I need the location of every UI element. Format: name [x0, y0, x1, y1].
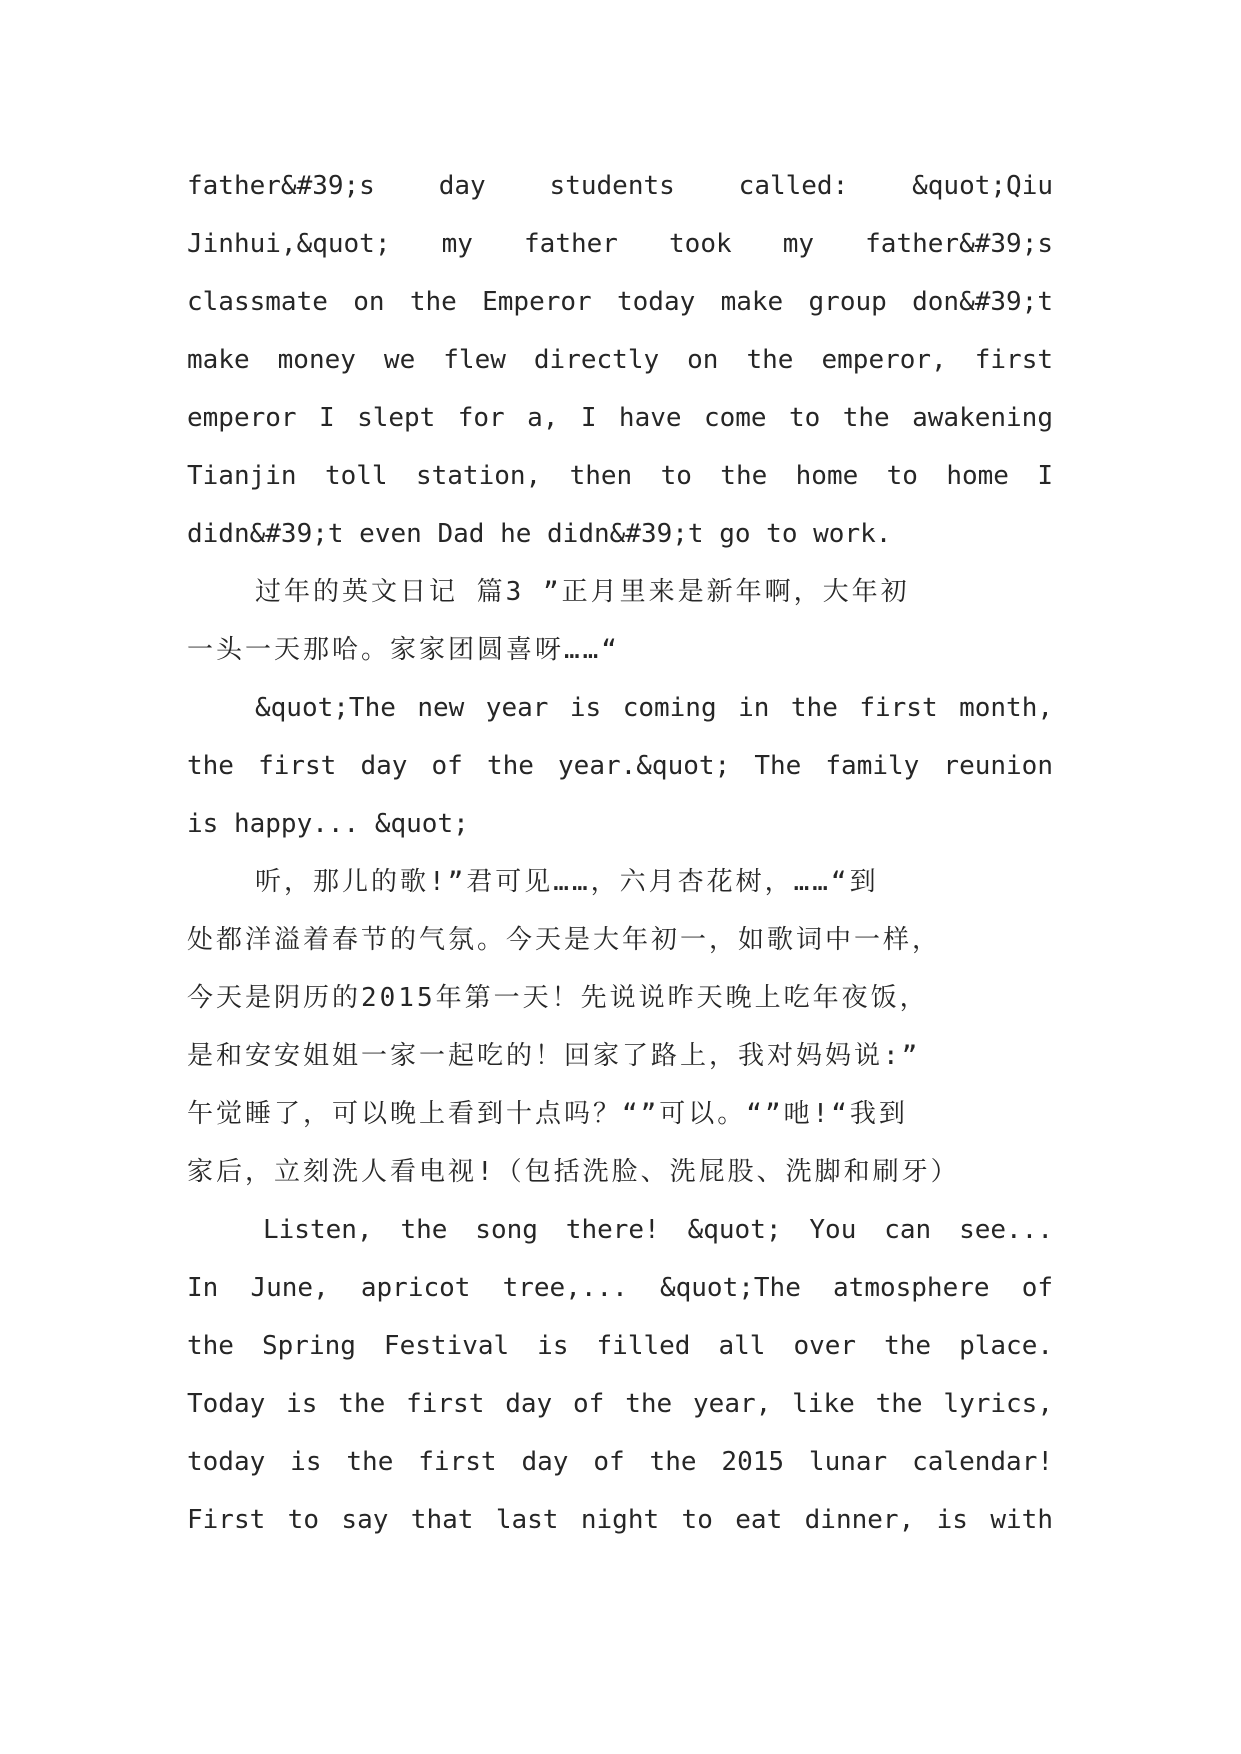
section-heading-line: 过年的英文日记 篇3 ”正月里来是新年啊，大年初 — [255, 577, 910, 607]
text-line: 是和安安姐姐一家一起吃的！回家了路上，我对妈妈说:” — [187, 1041, 921, 1071]
text-line: 午觉睡了，可以晚上看到十点吗？“”可以。“”吔!“我到 — [187, 1099, 908, 1129]
text-line: 听，那儿的歌!”君可见……，六月杏花树，……“到 — [255, 867, 879, 897]
text-line: Tianjin toll station, then to the home to home I — [187, 461, 1053, 491]
text-line: First to say that last night to eat dinner, is with — [187, 1505, 1053, 1535]
text-line: the first day of the year.&quot; The family reunion — [187, 751, 1053, 781]
text-line: Jinhui,&quot; my father took my father&#39;s — [187, 229, 1053, 259]
text-line: make money we flew directly on the emperor, first — [187, 345, 1053, 375]
text-line: is happy... &quot; — [187, 809, 469, 839]
text-line: Listen, the song there! &quot; You can see... — [263, 1215, 1053, 1245]
text-line: classmate on the Emperor today make group don&#39;t — [187, 287, 1053, 317]
text-line: didn&#39;t even Dad he didn&#39;t go to work. — [187, 519, 892, 549]
text-line: &quot;The new year is coming in the first month, — [255, 693, 1053, 723]
text-line: Today is the first day of the year, like the lyrics, — [187, 1389, 1053, 1419]
text-line: emperor I slept for a, I have come to the awakening — [187, 403, 1053, 433]
text-line: 处都洋溢着春节的气氛。今天是大年初一，如歌词中一样， — [187, 925, 942, 955]
text-line: father&#39;s day students called: &quot;Qiu — [187, 171, 1053, 201]
text-line: 一头一天那哈。家家团圆喜呀……“ — [187, 635, 620, 665]
text-line: 家后，立刻洗人看电视!（包括洗脸、洗屁股、洗脚和刷牙） — [187, 1157, 960, 1187]
text-line: today is the first day of the 2015 lunar calendar! — [187, 1447, 1053, 1477]
text-line: the Spring Festival is filled all over the place. — [187, 1331, 1053, 1361]
text-line: 今天是阴历的2015年第一天！先说说昨天晚上吃年夜饭， — [187, 983, 929, 1013]
text-line: In June, apricot tree,... &quot;The atmosphere of — [187, 1273, 1053, 1303]
